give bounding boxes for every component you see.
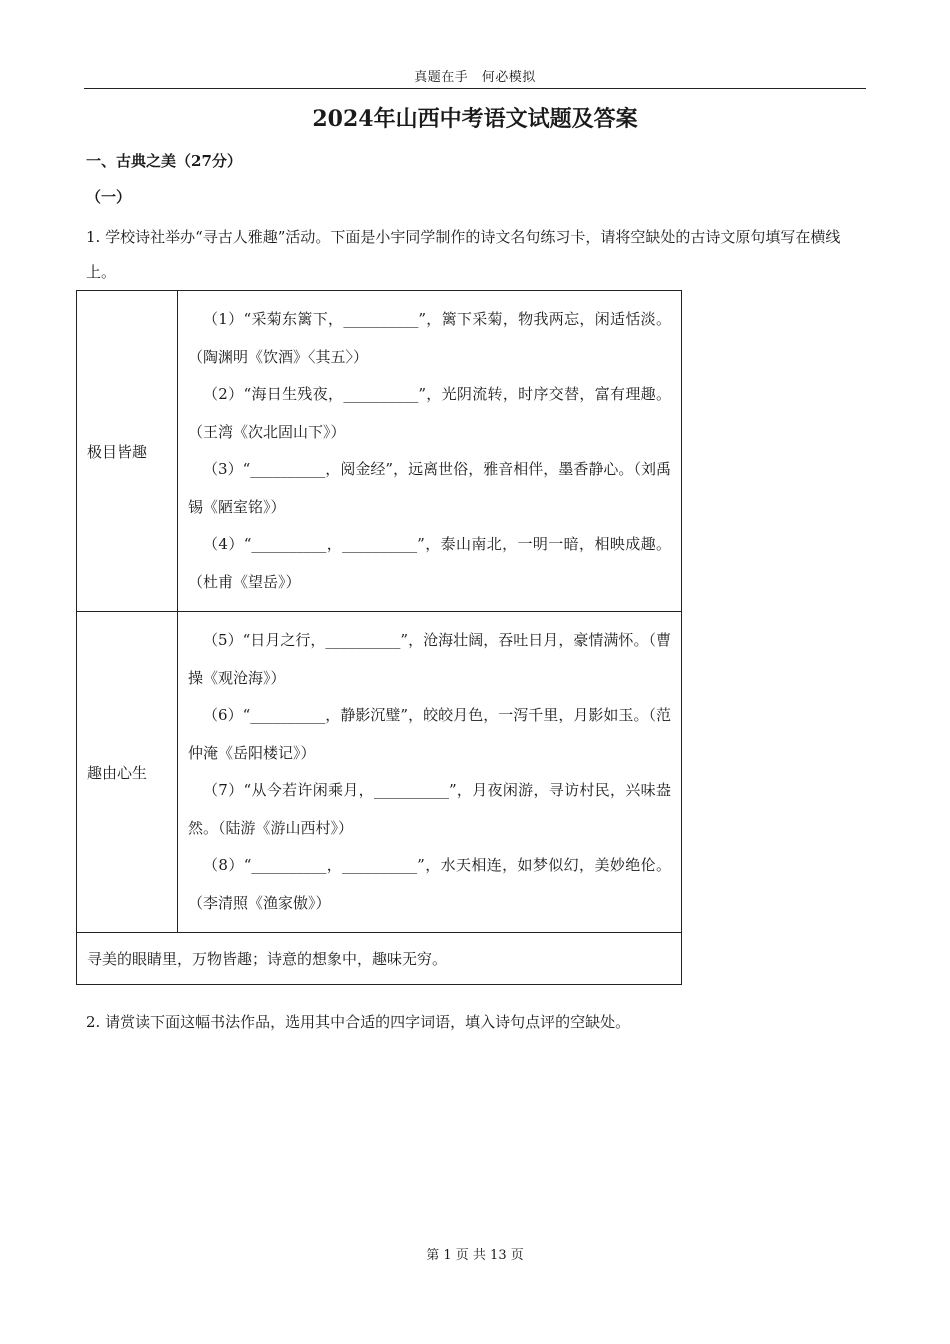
page-footer: 第 1 页 共 13 页 <box>426 1248 524 1263</box>
row-category: 趣由心生 <box>77 612 178 933</box>
row-items <box>178 612 682 933</box>
sub-heading: （一） <box>86 188 132 206</box>
poem-practice-table <box>76 290 682 985</box>
table-summary: 寻美的眼睛里，万物皆趣；诗意的想象中，趣味无穷。 <box>77 933 682 985</box>
blank-item: （2）“海日生残夜，__________”，光阴流转，时序交替，富有理趣。（王湾《次北固山下》） <box>188 385 671 441</box>
row-items <box>178 291 682 612</box>
question-2 <box>86 1005 866 1040</box>
table-row <box>77 612 682 933</box>
section-heading: 一、古典之美（27分） <box>86 152 242 170</box>
blank-item: （3）“__________，阅金经”，远离世俗，雅音相伴，墨香静心。（刘禹锡《陋室铭》） <box>188 460 671 516</box>
table-row <box>77 933 682 985</box>
page-title: 2024年山西中考语文试题及答案 <box>312 106 638 132</box>
row-category: 极目皆趣 <box>77 291 178 612</box>
question-1-text: 1. 学校诗社举办“寻古人雅趣”活动。下面是小宇同学制作的诗文名句练习卡，请将空缺处的古诗文原句填写在横线上。 <box>86 228 841 281</box>
question-2-text: 2. 请赏读下面这幅书法作品，选用其中合适的四字词语，填入诗句点评的空缺处。 <box>86 1013 631 1031</box>
page-header: 真题在手 何必模拟 <box>414 70 536 85</box>
blank-item: （7）“从今若许闲乘月，__________”，月夜闲游，寻访村民，兴味盎然。（陆游《游山西村》） <box>188 781 671 837</box>
table-row <box>77 291 682 612</box>
blank-item: （6）“__________，静影沉璧”，皎皎月色，一泻千里，月影如玉。（范仲淹《岳阳楼记》） <box>188 706 671 762</box>
blank-item: （4）“__________，__________”，泰山南北，一明一暗，相映成趣。（杜甫《望岳》） <box>188 535 671 591</box>
blank-item: （8）“__________，__________”，水天相连，如梦似幻，美妙绝伦。（李清照《渔家傲》） <box>188 856 671 912</box>
question-1 <box>86 220 866 290</box>
blank-item: （1）“采菊东篱下，__________”，篱下采菊，物我两忘，闲适恬淡。（陶渊明《饮酒》〈其五〉） <box>188 310 671 366</box>
blank-item: （5）“日月之行，__________”，沧海壮阔，吞吐日月，豪情满怀。（曹操《观沧海》） <box>188 631 671 687</box>
header-rule <box>84 88 866 89</box>
